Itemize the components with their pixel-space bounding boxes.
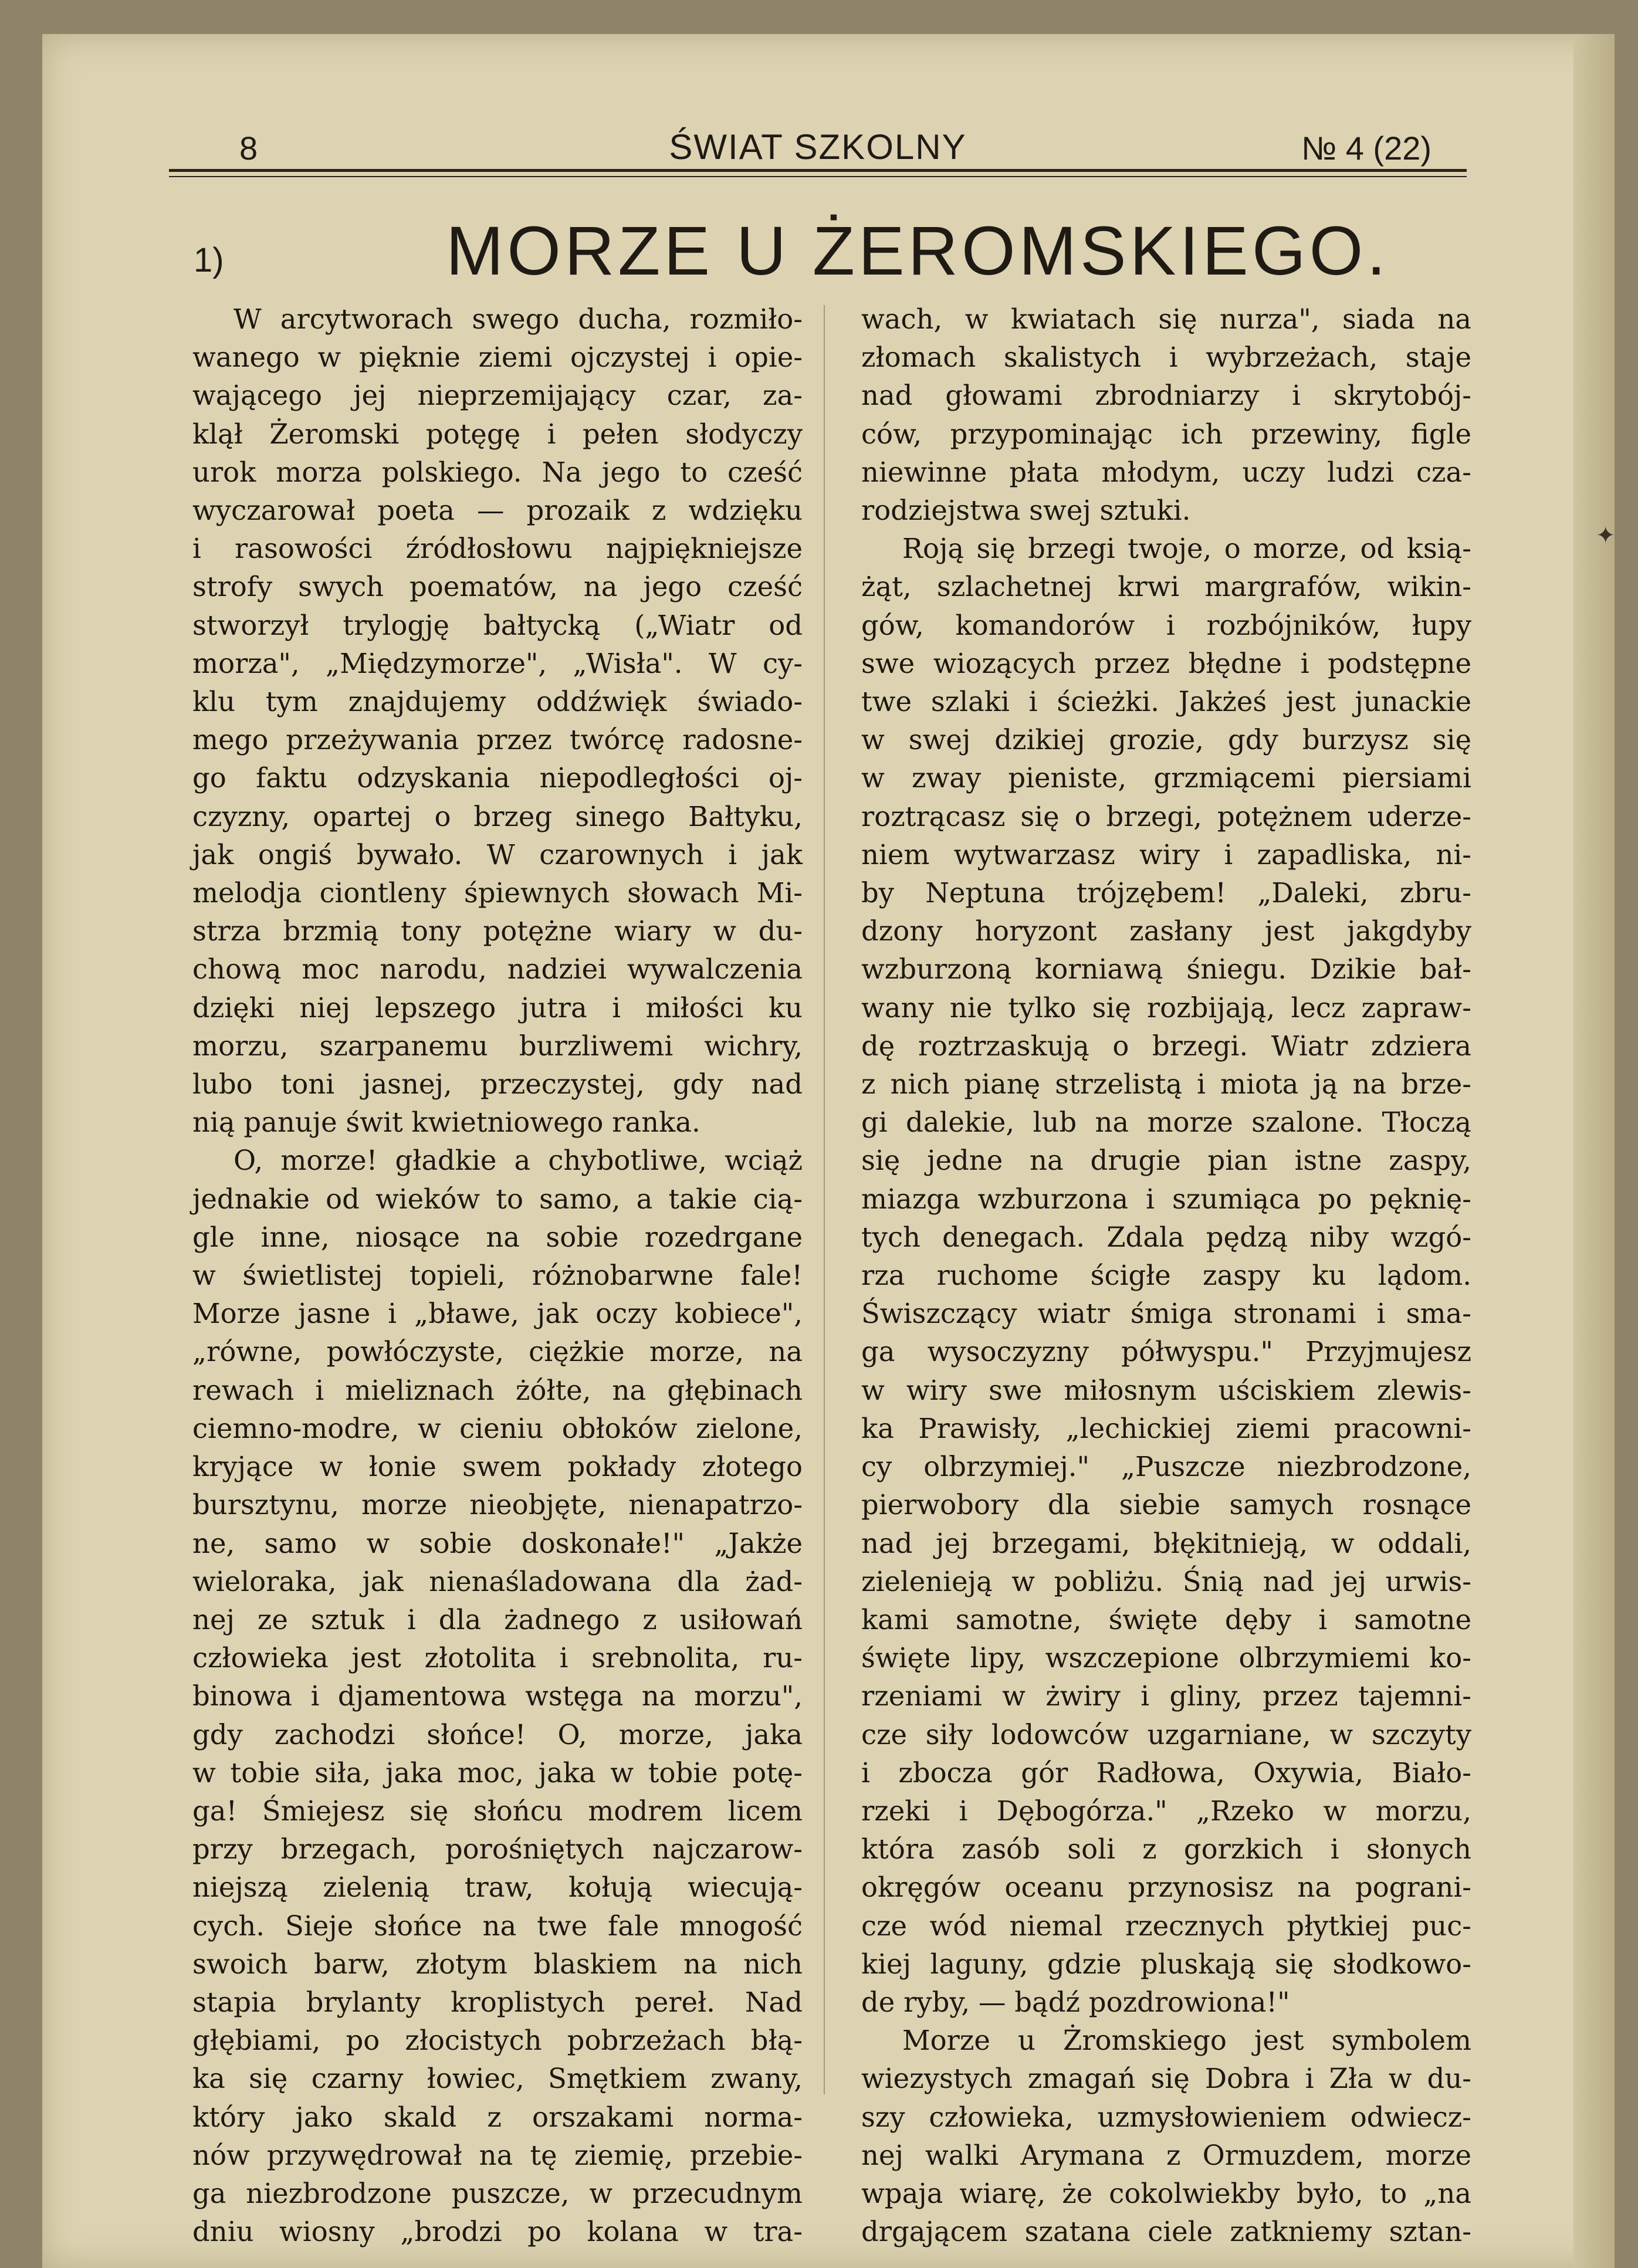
text-line: z nich pianę strzelistą i miota ją na brze-	[861, 1068, 1471, 1101]
text-line: Morze jasne i „bławe, jak oczy kobiece",	[192, 1298, 803, 1330]
text-line: melodja ciontleny śpiewnych słowach Mi-	[192, 877, 803, 909]
text-line: de ryby, — bądź pozdrowiona!"	[861, 1986, 1290, 2018]
page-number: 8	[239, 130, 258, 167]
text-line: niem wytwarzasz wiry i zapadliska, ni-	[861, 838, 1471, 871]
text-line: rewach i mieliznach żółte, na głębinach	[192, 1374, 803, 1406]
text-line: Morze u Żromskiego jest symbolem	[902, 2025, 1471, 2057]
text-line: chową moc narodu, nadziei wywalczenia	[192, 953, 803, 986]
text-line: dzony horyzont zasłany jest jakgdyby	[861, 915, 1471, 947]
text-line: szy człowieka, uzmysłowieniem odwiecz-	[861, 2101, 1471, 2133]
margin-mark: ✦	[1596, 522, 1616, 549]
text-line: wającego jej nieprzemijający czar, za-	[192, 380, 803, 412]
text-line: stworzył trylogję bałtycką („Wiatr od	[192, 609, 803, 641]
text-line: dzięki niej lepszego jutra i miłości ku	[192, 991, 803, 1024]
text-line: zielenieją w pobliżu. Śnią nad jej urwis-	[861, 1565, 1471, 1597]
text-line: morzu, szarpanemu burzliwemi wichry,	[192, 1030, 803, 1062]
text-line: przy brzegach, porośniętych najczarow-	[192, 1833, 803, 1866]
text-line: dniu wiosny „brodzi po kolana w tra-	[192, 2216, 803, 2248]
text-line: kryjące w łonie swem pokłady złotego	[192, 1451, 803, 1483]
text-line: drgającem szatana ciele zatkniemy sztan-	[861, 2216, 1471, 2248]
page-edge	[1573, 34, 1615, 2268]
text-line: jednakie od wieków to samo, a takie cią-	[192, 1183, 803, 1215]
text-line: ne, samo w sobie doskonałe!" „Jakże	[192, 1527, 803, 1559]
text-line: wzburzoną korniawą śniegu. Dzikie bał-	[861, 953, 1471, 986]
text-line: czyzny, opartej o brzeg sinego Bałtyku,	[192, 800, 803, 832]
text-line: cy olbrzymiej." „Puszcze niezbrodzone,	[861, 1451, 1471, 1483]
text-line: w tobie siła, jaka moc, jaka w tobie potę-	[192, 1756, 803, 1789]
text-line: morza", „Międzymorze", „Wisła". W cy-	[192, 647, 803, 679]
text-line: wach, w kwiatach się nurza", siada na	[861, 303, 1471, 335]
text-line: strza brzmią tony potężne wiary w du-	[192, 915, 803, 947]
text-line: twe szlaki i ścieżki. Jakżeś jest junackie	[861, 686, 1471, 718]
text-line: gi dalekie, lub na morze szalone. Tłoczą	[861, 1106, 1471, 1139]
text-line: mego przeżywania przez twórcę radosne-	[192, 724, 803, 756]
text-line: kiej laguny, gdzie pluskają się słodkowo-	[861, 1948, 1471, 1980]
text-line: cych. Sieje słońce na twe fale mnogość	[192, 1910, 803, 1942]
magazine-title: ŚWIAT SZKOLNY	[669, 127, 967, 167]
text-line: ga wysoczyzny półwyspu." Przyjmujesz	[861, 1336, 1471, 1368]
text-line: binowa i djamentowa wstęga na morzu",	[192, 1680, 803, 1712]
text-line: miazga wzburzona i szumiąca po pęknię-	[861, 1183, 1471, 1215]
text-line: gdy zachodzi słońce! O, morze, jaka	[192, 1718, 803, 1751]
text-line: rzeki i Dębogórza." „Rzeko w morzu,	[861, 1795, 1471, 1827]
text-line: swoich barw, złotym blaskiem na nich	[192, 1948, 803, 1980]
text-line: cze siły lodowców uzgarniane, w szczyty	[861, 1718, 1471, 1751]
column-divider	[824, 305, 825, 2094]
text-line: gle inne, niosące na sobie rozedrgane	[192, 1221, 803, 1253]
text-line: która zasób soli z gorzkich i słonych	[861, 1833, 1471, 1866]
text-line: nej ze sztuk i dla żadnego z usiłowań	[192, 1603, 803, 1636]
text-line: gów, komandorów i rozbójników, łupy	[861, 609, 1471, 641]
text-line: O, morze! gładkie a chybotliwe, wciąż	[233, 1145, 803, 1177]
text-line: cze wód niemal rzecznych płytkiej puc-	[861, 1910, 1471, 1942]
text-line: złomach skalistych i wybrzeżach, staje	[861, 341, 1471, 374]
text-line: Świszczący wiatr śmiga stronami i sma-	[861, 1298, 1471, 1330]
text-line: Roją się brzegi twoje, o morze, od ksią-	[902, 533, 1471, 565]
text-line: który jako skald z orszakami norma-	[192, 2101, 803, 2133]
text-line: w zway pieniste, grzmiącemi piersiami	[861, 762, 1471, 794]
text-line: rza ruchome ścigłe zaspy ku lądom.	[861, 1260, 1471, 1292]
text-line: stapia brylanty kroplistych pereł. Nad	[192, 1986, 803, 2018]
text-line: i zbocza gór Radłowa, Oxywia, Biało-	[861, 1756, 1471, 1789]
text-line: swe wiozących przez błędne i podstępne	[861, 647, 1471, 679]
text-line: niejszą zielenią traw, kołują wiecują-	[192, 1871, 803, 1904]
text-line: jak ongiś bywało. W czarownych i jak	[192, 838, 803, 871]
text-line: W arcytworach swego ducha, rozmiło-	[233, 303, 803, 335]
text-line: w wiry swe miłosnym uściskiem zlewis-	[861, 1374, 1471, 1406]
text-line: nad jej brzegami, błękitnieją, w oddali,	[861, 1527, 1471, 1559]
text-line: ców, przypominając ich przewiny, figle	[861, 418, 1471, 450]
text-line: wyczarował poeta — prozaik z wdzięku	[192, 495, 803, 527]
left-column	[192, 300, 803, 2251]
text-line: rodziejstwa swej sztuki.	[861, 495, 1191, 527]
text-line: ka się czarny łowiec, Smętkiem zwany,	[192, 2063, 803, 2095]
text-line: pierwobory dla siebie samych rosnące	[861, 1489, 1471, 1521]
text-line: i rasowości źródłosłowu najpiękniejsze	[192, 533, 803, 565]
text-line: bursztynu, morze nieobjęte, nienapatrzo-	[192, 1489, 803, 1521]
text-line: ka Prawisły, „lechickiej ziemi pracowni-	[861, 1412, 1471, 1444]
text-line: żąt, szlachetnej krwi margrafów, wikin-	[861, 571, 1471, 603]
text-line: klął Żeromski potęgę i pełen słodyczy	[192, 418, 803, 450]
text-line: wiezystych zmagań się Dobra i Zła w du-	[861, 2063, 1471, 2095]
text-line: wpaja wiarę, że cokolwiekby było, to „na	[861, 2177, 1471, 2209]
footnote-marker: 1)	[194, 241, 224, 279]
text-line: niewinne płata młodym, uczy ludzi cza-	[861, 456, 1471, 488]
article-title: MORZE U ŻEROMSKIEGO.	[446, 212, 1390, 290]
text-line: urok morza polskiego. Na jego to cześć	[192, 456, 803, 488]
text-line: okręgów oceanu przynosisz na pograni-	[861, 1871, 1471, 1904]
text-line: nią panuje świt kwietniowego ranka.	[192, 1106, 700, 1139]
text-line: święte lipy, wszczepione olbrzymiemi ko-	[861, 1642, 1471, 1674]
text-line: wany nie tylko się rozbijają, lecz zapraw-	[861, 991, 1471, 1024]
text-line: w swej dzikiej grozie, gdy burzysz się	[861, 724, 1471, 756]
text-line: ciemno-modre, w cieniu obłoków zielone,	[192, 1412, 803, 1444]
text-line: się jedne na drugie pian istne zaspy,	[861, 1145, 1471, 1177]
text-line: nej walki Arymana z Ormuzdem, morze	[861, 2139, 1471, 2171]
text-line: klu tym znajdujemy oddźwięk świado-	[192, 686, 803, 718]
text-line: go faktu odzyskania niepodległości oj-	[192, 762, 803, 794]
text-line: nów przywędrował na tę ziemię, przebie-	[192, 2139, 803, 2171]
text-line: kami samotne, święte dęby i samotne	[861, 1603, 1471, 1636]
text-line: wieloraka, jak nienaśladowana dla żad-	[192, 1565, 803, 1597]
issue-number: № 4 (22)	[1301, 130, 1431, 167]
text-line: dę roztrzaskują o brzegi. Wiatr zdziera	[861, 1030, 1471, 1062]
text-line: „równe, powłóczyste, ciężkie morze, na	[192, 1336, 803, 1368]
text-line: człowieka jest złotolita i srebnolita, ru-	[192, 1642, 803, 1674]
text-line: strofy swych poematów, na jego cześć	[192, 571, 803, 603]
text-line: nad głowami zbrodniarzy i skrytobój-	[861, 380, 1471, 412]
header-rule	[169, 176, 1467, 177]
text-line: rzeniami w żwiry i gliny, przez tajemni-	[861, 1680, 1471, 1712]
running-header	[169, 119, 1467, 172]
text-line: ga niezbrodzone puszcze, w przecudnym	[192, 2177, 803, 2209]
text-line: wanego w pięknie ziemi ojczystej i opie-	[192, 341, 803, 374]
right-column	[861, 300, 1471, 2251]
text-line: lubo toni jasnej, przeczystej, gdy nad	[192, 1068, 803, 1101]
text-line: roztrącasz się o brzegi, potężnem uderze-	[861, 800, 1471, 832]
text-line: by Neptuna trójzębem! „Daleki, zbru-	[861, 877, 1471, 909]
text-line: tych denegach. Zdala pędzą niby wzgó-	[861, 1221, 1471, 1253]
text-line: w świetlistej topieli, różnobarwne fale!	[192, 1260, 803, 1292]
text-line: głębiami, po złocistych pobrzeżach błą-	[192, 2025, 803, 2057]
text-line: ga! Śmiejesz się słońcu modrem licem	[192, 1795, 803, 1827]
